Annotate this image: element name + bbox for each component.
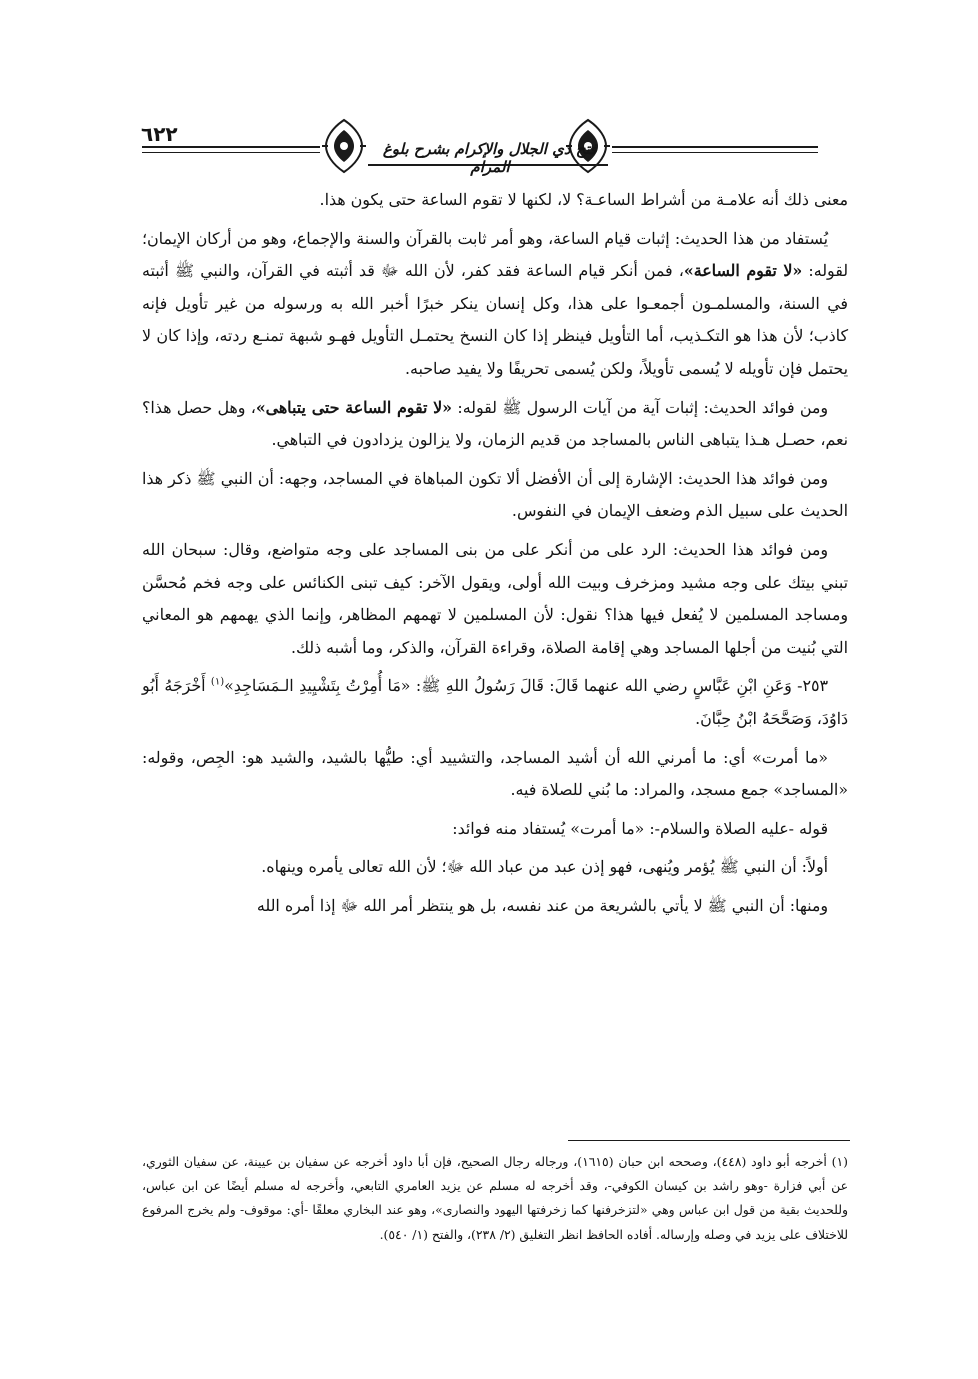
hadith-number: ٢٥٣-: [791, 676, 828, 696]
paragraph: ومن فوائد هذا الحديث: الرد على من أنكر على من بنى المساجد على وجه متواضع، وقال: سبحان الله تبني بيتك على وجه مشيد ومزخرف وبيت الله أولى، ويقول الآخر: كيف تبنى الكنائس على وجه فخم مُحسَّن ومساجد المسلمين لا يُفعل فيها هذا؟ نقول: لأن المسلمين لا تهمهم المظاهر، وإنما الذي يهمهم هو المعاني التي بُنيت من أجلها المساجد وهي إقامة الصلاة، وقراءة القرآن، والذكر، وما أشبه ذلك.: [142, 539, 848, 657]
hadith-text: وَعَنِ ابْنِ عَبَّاسٍ رضي الله عنهما قَالَ: قَالَ رَسُولُ اللهِ ﷺ: «مَا أُمِرْتُ بِتَشْيِيدِ الـمَسَاجِدِ»: [224, 676, 792, 696]
paragraph: قوله -عليه الصلاة والسلام-: «ما أمرت» يُستفاد منه فوائد:: [452, 818, 828, 838]
footnote-marker[interactable]: (١): [210, 677, 225, 689]
paragraph: [142, 392, 848, 457]
footnote: [142, 1150, 848, 1247]
hadith-quote: «لا تقوم الساعة حتى يتباهى»: [255, 397, 453, 417]
paragraph-text: يُستفاد من هذا الحديث: إثبات قيام الساعة، وهو أمر ثابت بالقرآن والسنة والإجماع، وهو من أركان الإيمان؛ لقوله:: [142, 228, 849, 281]
paragraph: أولاً: أن النبي ﷺ يُؤمر ويُنهى، فهو إذن عبد من عباد الله ﷻ؛ لأن الله تعالى يأمره وينهاه.: [261, 857, 828, 877]
running-header-title: فتح ذي الجلال والإكرام بشرح بلوغ المرام: [382, 140, 598, 176]
paragraph-text: ، فمن أنكر قيام الساعة فقد كفر، لأن الله ﷻ قد أثبته في القرآن، والنبي ﷺ أثبته في السنة، والمسلمـون أجمعـوا على هذا، وكل إنسان ينكر خبرًا أخبر الله به ورسوله من غير تأويل فإنه كاذب؛ لأن هذا هو التكـذيب، أما التأويل فينظر إذا كان النسخ يحتمـل التأويل فهـو شبهة تمنـع ردته، وإذا كان لا يحتمل فإن تأويله لا يُسمى تأويلاً، ولكن يُسمى تحريفًا ولا يفيد صاحبه.: [142, 261, 848, 378]
paragraph: [142, 223, 848, 386]
paragraph-text: ومن فوائد الحديث: إثبات آية من آيات الرسول ﷺ لقوله:: [452, 397, 828, 417]
header-rule-left-thin: [142, 152, 320, 153]
footnote-separator: [568, 1140, 850, 1141]
hadith-source: أَخْرَجَهُ أَبُو دَاوُدَ، وَصَحَّحَهُ ابْنُ حِبَّانَ.: [142, 676, 848, 728]
header-rule-right-thin: [612, 152, 818, 153]
paragraph: ومنها: أن النبي ﷺ لا يأتي بالشريعة من عند نفسه، بل هو ينتظر أمر الله ﷻ إذا أمره الله: [256, 895, 828, 915]
page-number: ٦٢٢: [141, 122, 178, 146]
hadith-block: [142, 670, 848, 735]
header-rule-left: [142, 146, 320, 148]
paragraph: ومن فوائد هذا الحديث: الإشارة إلى أن الأفضل ألا تكون المباهاة في المساجد، وجهه: أن النبي ﷺ ذكر هذا الحديث على سبيل الذم وضعف الإيمان في النفوس.: [142, 468, 848, 521]
paragraph: معنى ذلك أنه علامـة من أشراط الساعـة؟ لا، لكنها لا تقوم الساعة حتى يكون هذا.: [319, 190, 848, 209]
body-text: [142, 184, 848, 928]
footnote-text: (١) أخرجه أبو داود (٤٤٨)، وصححه ابن حبان (١٦١٥)، ورجاله رجال الصحيح، فإن أبا داود أخرجه عن سفيان بن عيينة، عن سفيان الثوري، عن أبي فزارة -وهو راشد بن كيسان الكوفي-، وقد أخرجه له مسلم عن يزيد العامري التابعي، وأخرجه له مسلم أيضًا عن ابن عباس، وللحديث بقية من قول ابن عباس وهي «لتزخرفنها كما زخرفتها اليهود والنصارى»، وهو عند البخاري معلقًا -أي: موقوف- ولم يخرج المرفوع للاختلاف على يزيد في وصله وإرساله. أفاده الحافظ انظر التغليق (٢/ ٢٣٨)، والفتح (١/ ٥٤٠).: [142, 1154, 848, 1242]
hadith-quote: «لا تقوم الساعة»: [683, 261, 803, 281]
ornament-left-icon: [322, 118, 366, 174]
header-rule-right: [612, 146, 818, 148]
paragraph: «ما أمرت» أي: ما أمرني الله أن أشيد المساجد، والتشييد أي: طيُّها بالشيد، والشيد هو: الجِص، وقوله: «المساجد» جمع مسجد، والمراد: ما بُني للصلاة فيه.: [142, 747, 848, 800]
paragraph-text: ، وهل حصل هذا؟ نعم، حصـل هـذا يتباهى الناس بالمساجد من قديم الزمان، ولا يزالون يزدادون في التباهي.: [142, 397, 848, 450]
